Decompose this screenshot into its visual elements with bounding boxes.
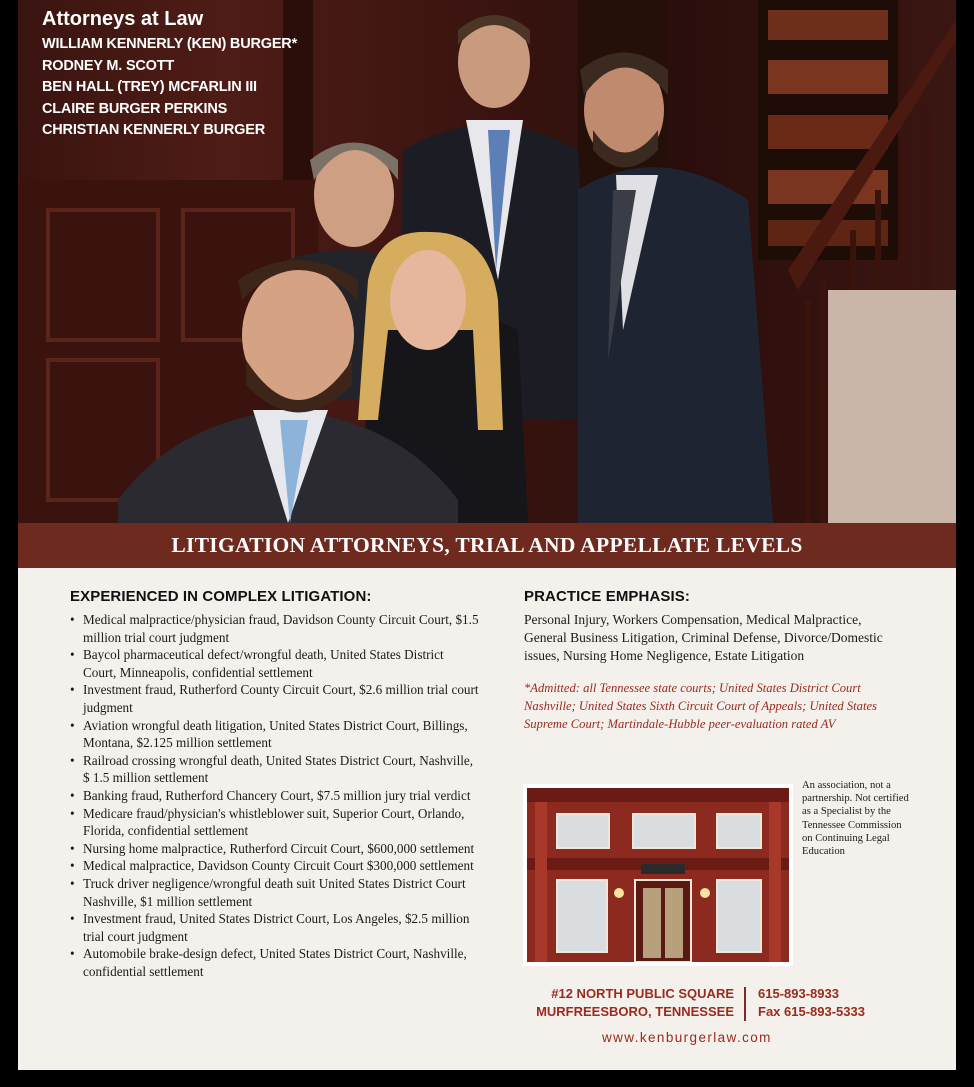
website-link[interactable]: www.kenburgerlaw.com — [602, 1030, 772, 1045]
case-item: • Medical malpractice/physician fraud, Davidson County Circuit Court, $1.5 million trial court judgment — [70, 611, 480, 646]
attorney-name: CLAIRE BURGER PERKINS — [42, 100, 228, 117]
experience-section — [70, 588, 480, 980]
case-item: • Railroad crossing wrongful death, United States District Court, Nashville, $ 1.5 million settlement — [70, 752, 480, 787]
office-building-photo — [523, 784, 793, 966]
certification-note: An association, not a partnership. Not certified as a Specialist by the Tennessee Commission on Continuing Legal Education — [802, 780, 909, 858]
attorney-list — [42, 34, 297, 142]
practice-heading: PRACTICE EMPHASIS: — [524, 588, 690, 605]
case-list — [70, 611, 480, 980]
address — [516, 985, 734, 1021]
attorney-name: BEN HALL (TREY) MCFARLIN III — [42, 79, 257, 95]
practice-section — [524, 588, 904, 746]
case-item: • Medicare fraud/physician's whistleblower suit, Superior Court, Orlando, Florida, confidential settlement — [70, 805, 480, 840]
firm-title: Attorneys at Law — [42, 8, 204, 30]
attorney-name: RODNEY M. SCOTT — [42, 57, 175, 74]
attorney-name: CHRISTIAN KENNERLY BURGER — [42, 122, 265, 138]
case-item: • Baycol pharmaceutical defect/wrongful death, United States District Court, Minneapolis, confidential settlement — [70, 646, 480, 681]
case-item: • Aviation wrongful death litigation, United States District Court, Billings, Montana, $2.125 million settlement — [70, 717, 480, 752]
fax-number: Fax 615-893-5333 — [758, 1004, 865, 1019]
practice-areas: Personal Injury, Workers Compensation, Medical Malpractice, General Business Litigation, Criminal Defense, Divorce/Domestic issues, Nursing Home Negligence, Estate Litigation — [524, 612, 883, 663]
building-illustration — [527, 788, 789, 962]
address-line-1: #12 NORTH PUBLIC SQUARE — [551, 986, 734, 1001]
litigation-banner — [18, 523, 956, 568]
advertisement-page — [18, 0, 956, 1070]
case-item: • Truck driver negligence/wrongful death suit United States District Court Nashville, $1 million settlement — [70, 875, 480, 910]
address-line-2: MURFREESBORO, TENNESSEE — [536, 1004, 734, 1019]
case-item: • Nursing home malpractice, Rutherford Circuit Court, $600,000 settlement — [70, 840, 480, 858]
case-item: • Automobile brake-design defect, United States District Court, Nashville, confidential settlement — [70, 945, 480, 980]
attorneys-group-photo — [18, 0, 956, 523]
experience-heading: EXPERIENCED IN COMPLEX LITIGATION: — [70, 588, 372, 605]
case-item: • Medical malpractice, Davidson County Circuit Court $300,000 settlement — [70, 857, 480, 875]
case-item: • Banking fraud, Rutherford Chancery Court, $7.5 million jury trial verdict — [70, 787, 480, 805]
firm-header — [42, 8, 297, 142]
admitted-courts: *Admitted: all Tennessee state courts; United States District Court Nashville; United States Sixth Circuit Court of Appeals; United States Supreme Court; Martindale-Hubble peer-evaluation rated AV — [524, 681, 877, 731]
banner-text: LITIGATION ATTORNEYS, TRIAL AND APPELLATE LEVELS — [171, 533, 803, 557]
case-item: • Investment fraud, United States District Court, Los Angeles, $2.5 million trial court judgment — [70, 910, 480, 945]
person-right — [578, 53, 773, 524]
phone-numbers — [758, 985, 865, 1021]
phone-number: 615-893-8933 — [758, 986, 839, 1001]
case-item: • Investment fraud, Rutherford County Circuit Court, $2.6 million trial court judgment — [70, 681, 480, 716]
attorney-name: WILLIAM KENNERLY (KEN) BURGER* — [42, 36, 298, 52]
contact-divider — [744, 987, 746, 1021]
